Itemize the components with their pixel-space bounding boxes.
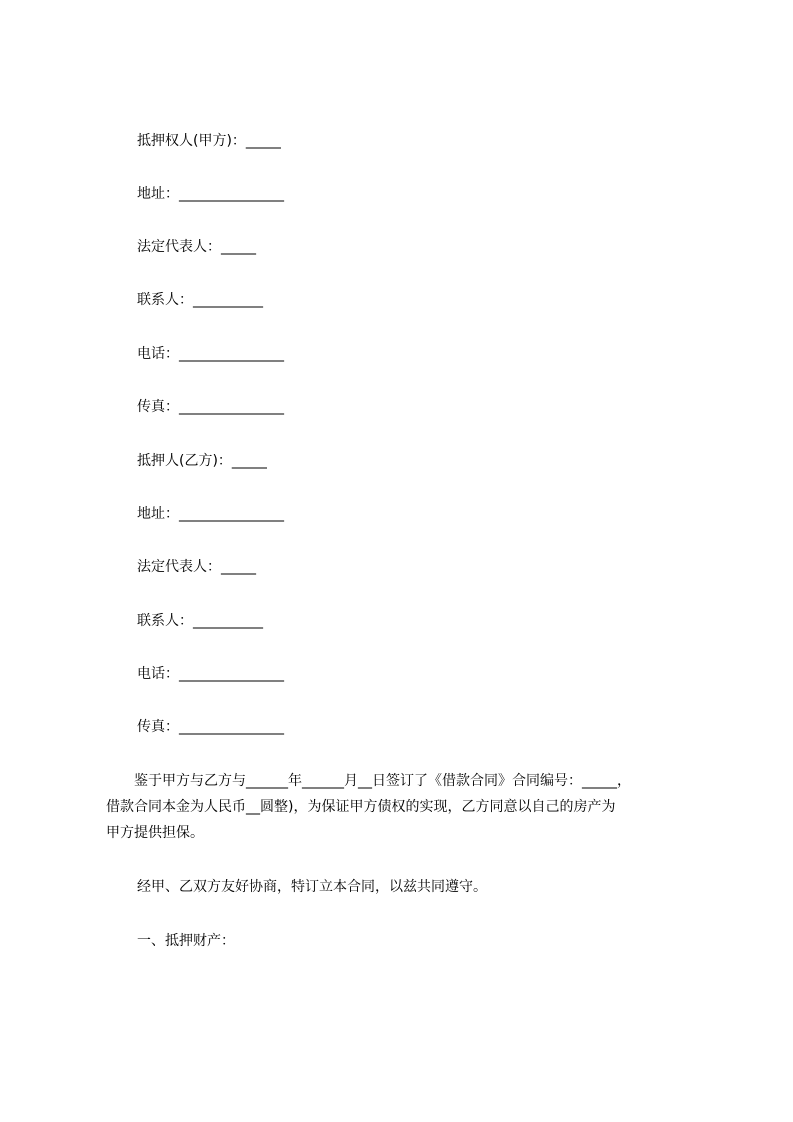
party-a-fax: 传真：_______________ [137, 399, 284, 415]
agreement-statement: 经甲、乙双方友好协商，特订立本合同，以兹共同遵守。 [137, 879, 487, 895]
party-a-heading: 抵押权人(甲方)：_____ [137, 133, 281, 149]
party-b-legal-rep: 法定代表人：_____ [137, 559, 256, 575]
party-a-address: 地址：_______________ [137, 186, 284, 202]
section-1-heading: 一、抵押财产： [137, 933, 235, 949]
preamble-line-3: 甲方提供担保。 [106, 825, 204, 841]
party-b-contact: 联系人：__________ [137, 613, 263, 629]
party-b-fax: 传真：_______________ [137, 719, 284, 735]
party-b-phone: 电话：_______________ [137, 666, 284, 682]
party-b-heading: 抵押人(乙方)：_____ [137, 453, 267, 469]
party-a-contact: 联系人：__________ [137, 292, 263, 308]
preamble-paragraph [106, 768, 698, 846]
preamble-line-1: 鉴于甲方与乙方与______年______月__日签订了《借款合同》合同编号：_____， [106, 773, 631, 789]
preamble-line-2: 借款合同本金为人民币__圆整)，为保证甲方债权的实现，乙方同意以自己的房产为 [106, 799, 616, 815]
party-a-legal-rep: 法定代表人：_____ [137, 239, 256, 255]
party-b-address: 地址：_______________ [137, 506, 284, 522]
party-a-phone: 电话：_______________ [137, 346, 284, 362]
